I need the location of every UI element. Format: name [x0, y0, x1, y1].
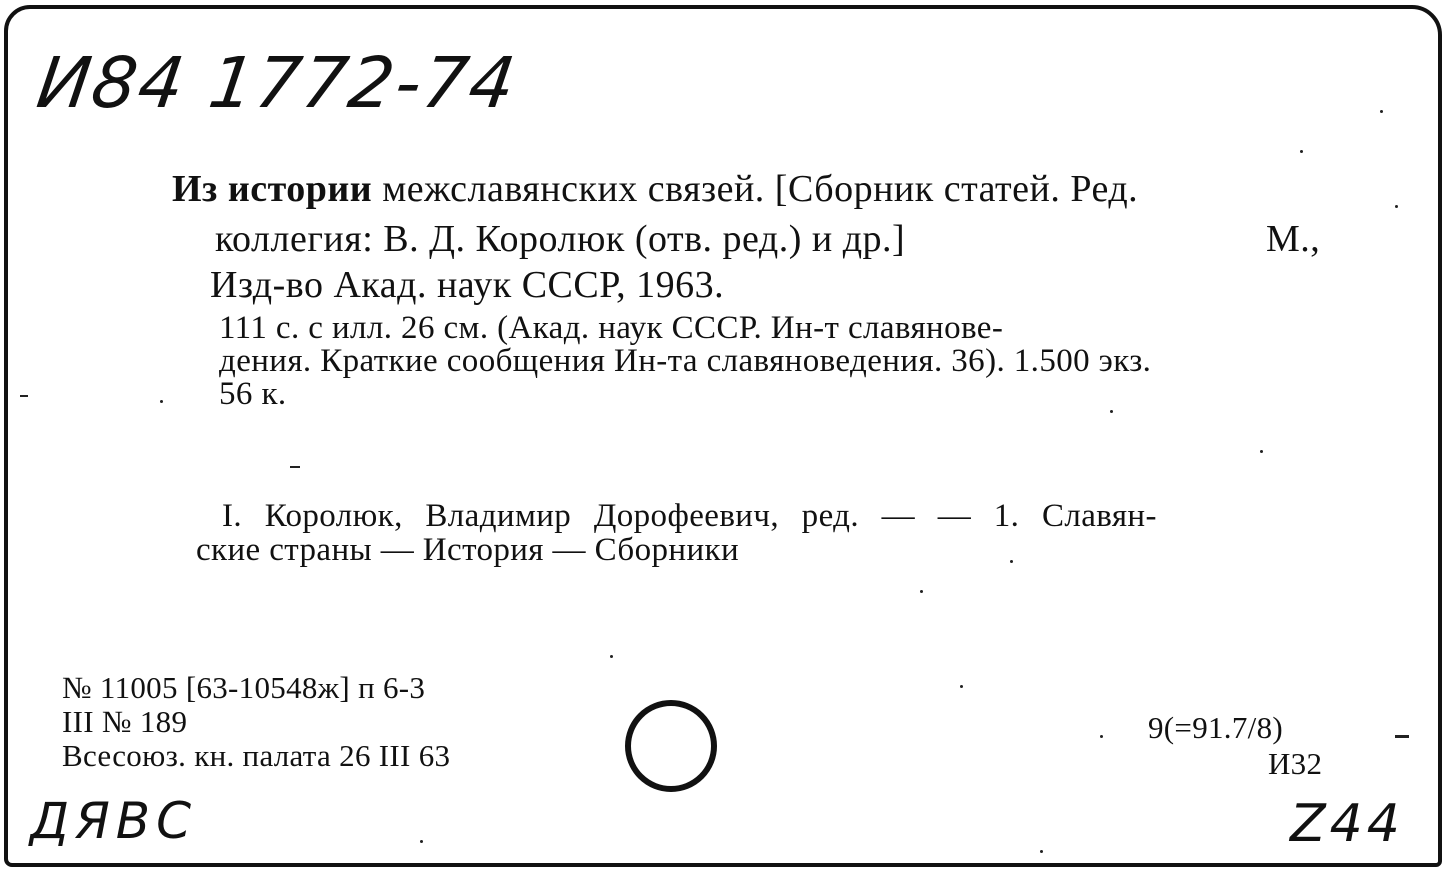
scan-speck: [1110, 410, 1113, 413]
publication-place: М.,: [1266, 218, 1321, 260]
scan-speck: [20, 395, 28, 397]
scan-speck: [1395, 735, 1409, 738]
collation-line-3: 56 к.: [219, 376, 287, 412]
scan-speck: [1395, 205, 1398, 208]
scan-speck: [1260, 450, 1263, 453]
stamp-circle: [625, 700, 717, 792]
scan-speck: [160, 400, 163, 403]
registration-number: № 11005 [63-10548ж] п 6-3: [62, 670, 426, 705]
handwritten-shelfmark: И84 1772-74: [32, 42, 522, 124]
scan-speck: [960, 685, 963, 688]
title-bold: Из истории: [172, 168, 373, 210]
chamber-note: Всесоюз. кн. палата 26 III 63: [62, 738, 451, 773]
scan-speck: [1380, 110, 1383, 113]
title-rest: межславянских связей. [Сборник статей. Ред.: [382, 168, 1139, 210]
scan-speck: [290, 466, 300, 468]
scan-speck: [1010, 560, 1013, 563]
tracings-line-2: ские страны — История — Сборники: [196, 532, 740, 568]
description-line-1: [172, 168, 1138, 210]
scan-speck: [1040, 850, 1043, 853]
scan-speck: [920, 590, 923, 593]
scan-speck: [1100, 735, 1103, 738]
author-mark: И32: [1268, 746, 1323, 781]
handwritten-bottom-left: ДЯВС: [30, 792, 198, 850]
scan-speck: [1300, 150, 1303, 153]
tracings-line-1: I. Королюк, Владимир Дорофеевич, ред. — — 1. Славян-: [222, 498, 1157, 534]
collation-line-1: 111 с. с илл. 26 см. (Акад. наук СССР. Ин-т славянове-: [219, 310, 1004, 346]
udc-class: 9(=91.7/8): [1148, 710, 1283, 745]
description-line-2: коллегия: В. Д. Королюк (отв. ред.) и др.]: [215, 218, 906, 260]
collation-line-2: дения. Краткие сообщения Ин-та славяноведения. 36). 1.500 экз.: [219, 343, 1152, 379]
scan-speck: [610, 655, 613, 658]
description-line-3: Изд-во Акад. наук СССР, 1963.: [210, 264, 725, 306]
handwritten-bottom-right: Z44: [1290, 794, 1404, 854]
order-number: III № 189: [62, 704, 188, 739]
scan-speck: [420, 840, 423, 843]
